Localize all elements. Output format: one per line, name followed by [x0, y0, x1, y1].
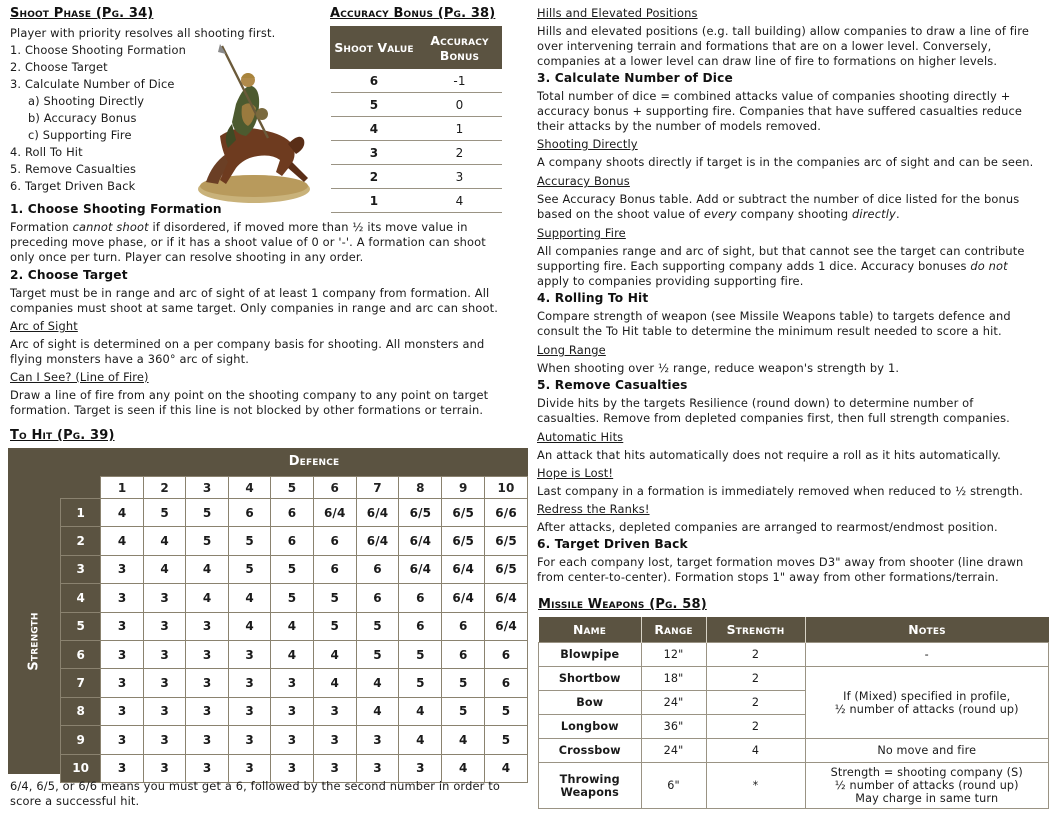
to-hit-cell: 6/5 [399, 499, 442, 527]
table-cell: 1 [331, 189, 418, 213]
to-hit-cell: 3 [313, 726, 356, 754]
to-hit-cell: 4 [186, 584, 228, 612]
to-hit-cell: 6 [485, 669, 528, 697]
to-hit-cell: 6 [356, 555, 399, 583]
paragraph-line: over intervening terrain and formations that are on a lower level. Conversely, [537, 39, 992, 53]
section-heading: 1. Choose Shooting Formation [10, 202, 222, 216]
to-hit-cell: 3 [143, 669, 185, 697]
table-row [61, 640, 528, 668]
to-hit-cell: 4 [271, 640, 313, 668]
notes-line: Strength = shooting company (S) [830, 766, 1023, 779]
to-hit-cell: 4 [143, 555, 185, 583]
to-hit-cell: 3 [143, 726, 185, 754]
step-item: 4. Roll To Hit [10, 145, 83, 159]
missile-weapons-table [538, 617, 1049, 809]
subsection-heading: Arc of Sight [10, 319, 78, 333]
to-hit-cell: 4 [356, 697, 399, 725]
to-hit-cell: 3 [271, 669, 313, 697]
paragraph-line: Draw a line of fire from any point on the shooting company to any point on target [10, 388, 489, 402]
notes-line: ½ number of attacks (round up) [834, 779, 1019, 792]
to-hit-cell: 6 [313, 527, 356, 555]
table-cell: 3 [418, 165, 502, 189]
weapon-strength: 2 [706, 691, 805, 715]
table-row [61, 584, 528, 612]
strength-row-header: 5 [61, 612, 101, 640]
to-hit-cell: 4 [143, 527, 185, 555]
table-cell: 5 [331, 93, 418, 117]
weapon-strength: 2 [706, 643, 805, 667]
to-hit-cell: 5 [271, 584, 313, 612]
step-item: c) Supporting Fire [28, 128, 132, 142]
weapon-name [539, 763, 642, 809]
paragraph-line: Total number of dice = combined attacks value of companies shooting directly + [537, 89, 1011, 103]
to-hit-cell: 5 [485, 726, 528, 754]
paragraph-line: Compare strength of weapon (see Missile Weapons table) to targets defence and [537, 309, 1011, 323]
to-hit-cell: 5 [485, 697, 528, 725]
step-item: 2. Choose Target [10, 60, 108, 74]
defence-column-header: 3 [186, 477, 228, 499]
to-hit-cell: 3 [143, 697, 185, 725]
subsection-heading: Can I See? (Line of Fire) [10, 370, 149, 384]
to-hit-cell: 6/4 [356, 527, 399, 555]
to-hit-cell: 6/4 [399, 527, 442, 555]
to-hit-cell: 3 [313, 754, 356, 782]
to-hit-cell: 4 [101, 527, 143, 555]
defence-column-header: 2 [143, 477, 185, 499]
paragraph-line: Divide hits by the targets Resilience (round down) to determine number of [537, 396, 974, 410]
to-hit-cell: 6 [356, 584, 399, 612]
weapon-notes: No move and fire [805, 739, 1049, 763]
subsection-heading: Accuracy Bonus [537, 174, 630, 188]
to-hit-cell: 6/4 [442, 555, 485, 583]
table-row [539, 739, 1049, 763]
paragraph-line: casualties. Remove from depleted companies first, then full strength companies. [537, 411, 1010, 425]
notes-line: If (Mixed) specified in profile, [843, 689, 1011, 703]
to-hit-cell: 3 [271, 754, 313, 782]
to-hit-cell: 6 [442, 612, 485, 640]
to-hit-cell: 4 [313, 669, 356, 697]
to-hit-cell: 6 [485, 640, 528, 668]
to-hit-cell: 6 [442, 640, 485, 668]
to-hit-cell: 3 [313, 697, 356, 725]
to-hit-cell: 3 [186, 754, 228, 782]
defence-column-header: 1 [101, 477, 143, 499]
to-hit-cell: 5 [228, 555, 270, 583]
to-hit-cell: 6/5 [485, 555, 528, 583]
weapon-strength: 2 [706, 667, 805, 691]
to-hit-cell: 5 [186, 527, 228, 555]
to-hit-cell: 6/4 [356, 499, 399, 527]
paragraph-line: A company shoots directly if target is in the companies arc of sight and can be seen. [537, 155, 1034, 169]
step-item: 5. Remove Casualties [10, 162, 137, 176]
subsection-heading: Shooting Directly [537, 137, 638, 151]
step-item: b) Accuracy Bonus [28, 111, 137, 125]
table-row [61, 612, 528, 640]
to-hit-cell: 6/5 [442, 527, 485, 555]
range-header: Range [641, 617, 706, 643]
to-hit-cell: 3 [101, 555, 143, 583]
paragraph-line: Hills and elevated positions (e.g. tall building) allow companies to draw a line of fire [537, 24, 1029, 38]
strength-row-header: 2 [61, 527, 101, 555]
corner-cell [61, 477, 101, 499]
to-hit-cell: 5 [186, 499, 228, 527]
weapon-notes: - [805, 643, 1049, 667]
text: company shooting [736, 207, 853, 221]
table-cell: 0 [418, 93, 502, 117]
to-hit-cell: 6 [399, 584, 442, 612]
to-hit-cell: 6/4 [399, 555, 442, 583]
to-hit-cell: 4 [271, 612, 313, 640]
step-item: 1. Choose Shooting Formation [10, 43, 186, 57]
strength-row-header: 4 [61, 584, 101, 612]
footnote-line: 6/4, 6/5, or 6/6 means you must get a 6, followed by the second number in order to [10, 779, 500, 793]
strength-header: Strength [706, 617, 805, 643]
to-hit-cell: 5 [313, 584, 356, 612]
name-header: Name [539, 617, 642, 643]
strength-row-header: 1 [61, 499, 101, 527]
to-hit-cell: 6/5 [485, 527, 528, 555]
strength-label: Strength [26, 612, 42, 671]
weapon-name-line: Weapons [560, 785, 619, 799]
to-hit-cell: 6/6 [485, 499, 528, 527]
shoot-phase-title: Shoot Phase (Pg. 34) [10, 6, 154, 21]
table-row [61, 527, 528, 555]
weapon-name: Bow [539, 691, 642, 715]
to-hit-cell: 4 [399, 697, 442, 725]
accuracy-bonus-header: Accuracy Bonus [418, 27, 502, 69]
emphasis: directly [852, 207, 896, 221]
to-hit-cell: 4 [228, 612, 270, 640]
notes-line: ½ number of attacks (round up) [834, 702, 1019, 716]
to-hit-cell: 3 [143, 584, 185, 612]
notes-header: Notes [805, 617, 1049, 643]
to-hit-cell: 3 [101, 612, 143, 640]
strength-row-header: 3 [61, 555, 101, 583]
to-hit-cell: 5 [356, 640, 399, 668]
strength-row-header: 10 [61, 754, 101, 782]
to-hit-cell: 6 [271, 499, 313, 527]
paragraph-line: companies at a lower level can draw line of fire to formations on higher levels. [537, 54, 998, 68]
to-hit-cell: 5 [442, 669, 485, 697]
paragraph-line: Last company in a formation is immediately removed when reduced to ½ strength. [537, 484, 1024, 498]
to-hit-cell: 6/4 [442, 584, 485, 612]
to-hit-footnote [10, 779, 500, 809]
weapon-name-line: Throwing [559, 772, 620, 786]
weapon-range: 36" [641, 715, 706, 739]
to-hit-cell: 4 [228, 584, 270, 612]
to-hit-cell: 3 [101, 584, 143, 612]
emphasis: cannot shoot [72, 220, 149, 234]
to-hit-cell: 3 [271, 726, 313, 754]
strength-row-header: 6 [61, 640, 101, 668]
weapon-name: Crossbow [539, 739, 642, 763]
table-row [539, 667, 1049, 691]
paragraph-line: All companies range and arc of sight, but that cannot see the target can contribute [537, 244, 1025, 258]
to-hit-cell: 3 [228, 669, 270, 697]
shoot-value-header: Shoot Value [331, 27, 418, 69]
table-row [331, 165, 502, 189]
strength-row-header: 7 [61, 669, 101, 697]
step-item: 3. Calculate Number of Dice [10, 77, 175, 91]
subsection-heading: Automatic Hits [537, 430, 624, 444]
table-cell: 4 [418, 189, 502, 213]
paragraph [10, 220, 530, 235]
section-heading: 2. Choose Target [10, 268, 128, 282]
defence-column-header: 7 [356, 477, 399, 499]
table-header-row [331, 27, 502, 69]
section-heading: 5. Remove Casualties [537, 378, 688, 392]
strength-row-header: 9 [61, 726, 101, 754]
weapon-name: Blowpipe [539, 643, 642, 667]
to-hit-cell: 3 [271, 697, 313, 725]
table-row [331, 93, 502, 117]
paragraph-line: accuracy bonus + supporting fire. Companies that have suffered casualties reduce [537, 104, 1023, 118]
strength-row-header: 8 [61, 697, 101, 725]
step-item: a) Shooting Directly [28, 94, 145, 108]
paragraph-line: consult the To Hit table to determine the minimum result needed to score a hit. [537, 324, 1002, 338]
weapon-strength: 2 [706, 715, 805, 739]
to-hit-cell: 3 [186, 726, 228, 754]
subsection-heading: Hope is Lost! [537, 466, 614, 480]
text: if disordered, if moved more than ½ its move value in [148, 220, 468, 234]
text: supporting fire. Each supporting company adds 1 dice. Accuracy bonuses [537, 259, 971, 273]
table-cell: 6 [331, 69, 418, 93]
paragraph-line: from center-to-center). Formation stops 1" away from other formations/terrain. [537, 570, 999, 584]
to-hit-cell: 6/4 [485, 612, 528, 640]
defence-column-header: 6 [313, 477, 356, 499]
paragraph-line: Arc of sight is determined on a per company basis for shooting. All monsters and [10, 337, 485, 351]
paragraph-line: Target must be in range and arc of sight of at least 1 company from formation. All [10, 286, 490, 300]
paragraph-line: flying monsters have a 360° arc of sight. [10, 352, 249, 366]
right-sections [537, 6, 1052, 585]
weapon-notes-mixed [805, 667, 1049, 739]
paragraph-line: companies must shoot at same target. Only companies in range and arc can shoot. [10, 301, 498, 315]
subsection-heading: Redress the Ranks! [537, 502, 650, 516]
defence-header-row [61, 477, 528, 499]
defence-column-header: 9 [442, 477, 485, 499]
to-hit-table [8, 448, 528, 774]
to-hit-cell: 3 [143, 640, 185, 668]
to-hit-cell: 3 [186, 640, 228, 668]
paragraph-line [537, 207, 1052, 222]
to-hit-cell: 6 [271, 527, 313, 555]
weapon-range: 18" [641, 667, 706, 691]
footnote-line: score a successful hit. [10, 794, 140, 808]
to-hit-cell: 3 [228, 726, 270, 754]
emphasis: every [703, 207, 737, 221]
weapon-strength: 4 [706, 739, 805, 763]
to-hit-cell: 5 [399, 640, 442, 668]
to-hit-title: To Hit (Pg. 39) [10, 428, 115, 443]
to-hit-cell: 4 [399, 726, 442, 754]
to-hit-cell: 6 [228, 499, 270, 527]
table-row [61, 555, 528, 583]
table-header-row [539, 617, 1049, 643]
to-hit-cell: 3 [399, 754, 442, 782]
paragraph-line: When shooting over ½ range, reduce weapon's strength by 1. [537, 361, 900, 375]
left-sections [10, 202, 530, 418]
paragraph-line: See Accuracy Bonus table. Add or subtract the number of dice listed for the bonus [537, 192, 1020, 206]
emphasis: do not [970, 259, 1008, 273]
to-hit-grid [60, 476, 528, 783]
weapon-strength: * [706, 763, 805, 809]
paragraph-line: For each company lost, target formation moves D3" away from shooter (line drawn [537, 555, 1024, 569]
accuracy-bonus-title: Accuracy Bonus (Pg. 38) [330, 6, 496, 21]
to-hit-cell: 3 [228, 640, 270, 668]
to-hit-cell: 3 [186, 612, 228, 640]
subsection-heading: Supporting Fire [537, 226, 626, 240]
defence-label: Defence [288, 454, 340, 469]
text: based on the shoot value of [537, 207, 704, 221]
table-cell: 2 [331, 165, 418, 189]
paragraph-line: formation. Target is seen if this line is not blocked by other formations or terrain. [10, 403, 484, 417]
notes-line: May charge in same turn [855, 792, 999, 805]
to-hit-cell: 6 [313, 555, 356, 583]
section-heading: 4. Rolling To Hit [537, 291, 649, 305]
table-cell: -1 [418, 69, 502, 93]
to-hit-cell: 3 [143, 612, 185, 640]
to-hit-cell: 3 [101, 697, 143, 725]
step-item: 6. Target Driven Back [10, 179, 136, 193]
table-row [61, 697, 528, 725]
subsection-heading: Long Range [537, 343, 606, 357]
missile-weapons-title: Missile Weapons (Pg. 58) [538, 597, 707, 612]
table-cell: 1 [418, 117, 502, 141]
text: Formation [10, 220, 73, 234]
text: . [895, 207, 900, 221]
paragraph-line [537, 259, 1052, 274]
to-hit-cell: 4 [186, 555, 228, 583]
paragraph-line: An attack that hits automatically does not require a roll as it hits automatically. [537, 448, 1001, 462]
paragraph-line: only once per turn. Player can resolve shooting in any order. [10, 250, 364, 264]
to-hit-cell: 4 [442, 726, 485, 754]
to-hit-cell: 5 [271, 555, 313, 583]
table-cell: 3 [331, 141, 418, 165]
to-hit-cell: 3 [186, 697, 228, 725]
paragraph-line: After attacks, depleted companies are arranged to rearmost/endmost position. [537, 520, 998, 534]
section-heading: 6. Target Driven Back [537, 537, 688, 551]
defence-column-header: 5 [271, 477, 313, 499]
table-row [331, 117, 502, 141]
weapon-range: 24" [641, 739, 706, 763]
to-hit-cell: 4 [101, 499, 143, 527]
weapon-name: Longbow [539, 715, 642, 739]
to-hit-cell: 4 [313, 640, 356, 668]
weapon-notes [805, 763, 1049, 809]
paragraph-line: their attacks by the number of models removed. [537, 119, 822, 133]
table-row [331, 141, 502, 165]
table-row [539, 643, 1049, 667]
table-row [61, 499, 528, 527]
to-hit-cell: 6/4 [313, 499, 356, 527]
to-hit-cell: 3 [101, 669, 143, 697]
to-hit-cell: 5 [399, 669, 442, 697]
to-hit-cell: 4 [442, 754, 485, 782]
to-hit-cell: 5 [313, 612, 356, 640]
subsection-heading: Hills and Elevated Positions [537, 6, 698, 20]
to-hit-cell: 3 [186, 669, 228, 697]
to-hit-cell: 6/5 [442, 499, 485, 527]
paragraph-line: apply to companies providing supporting fire. [537, 274, 804, 288]
to-hit-cell: 6/4 [485, 584, 528, 612]
to-hit-cell: 3 [101, 754, 143, 782]
accuracy-bonus-table [330, 26, 502, 213]
to-hit-cell: 3 [101, 640, 143, 668]
strength-label-wrap [12, 596, 56, 686]
defence-column-header: 8 [399, 477, 442, 499]
to-hit-cell: 3 [101, 726, 143, 754]
to-hit-cell: 5 [228, 527, 270, 555]
table-cell: 4 [331, 117, 418, 141]
to-hit-cell: 5 [442, 697, 485, 725]
table-row [61, 669, 528, 697]
table-row [61, 726, 528, 754]
to-hit-cell: 3 [228, 754, 270, 782]
to-hit-cell: 5 [356, 612, 399, 640]
horse-rider-miniature-image [192, 44, 320, 206]
defence-column-header: 10 [485, 477, 528, 499]
to-hit-cell: 5 [143, 499, 185, 527]
table-cell: 2 [418, 141, 502, 165]
weapon-name: Shortbow [539, 667, 642, 691]
table-row [331, 69, 502, 93]
shoot-phase-steps [10, 42, 186, 195]
to-hit-cell: 6 [399, 612, 442, 640]
defence-column-header: 4 [228, 477, 270, 499]
shoot-phase-intro: Player with priority resolves all shooting first. [10, 26, 276, 40]
weapon-range: 6" [641, 763, 706, 809]
to-hit-cell: 3 [356, 726, 399, 754]
table-row [539, 763, 1049, 809]
paragraph-line: preceding move phase, or if it has a shoot value of 0 or '-'. A formation can shoot [10, 235, 486, 249]
weapon-range: 12" [641, 643, 706, 667]
weapon-range: 24" [641, 691, 706, 715]
section-heading: 3. Calculate Number of Dice [537, 71, 733, 85]
to-hit-cell: 3 [143, 754, 185, 782]
to-hit-cell: 3 [356, 754, 399, 782]
to-hit-cell: 3 [228, 697, 270, 725]
to-hit-cell: 4 [356, 669, 399, 697]
to-hit-cell: 4 [485, 754, 528, 782]
